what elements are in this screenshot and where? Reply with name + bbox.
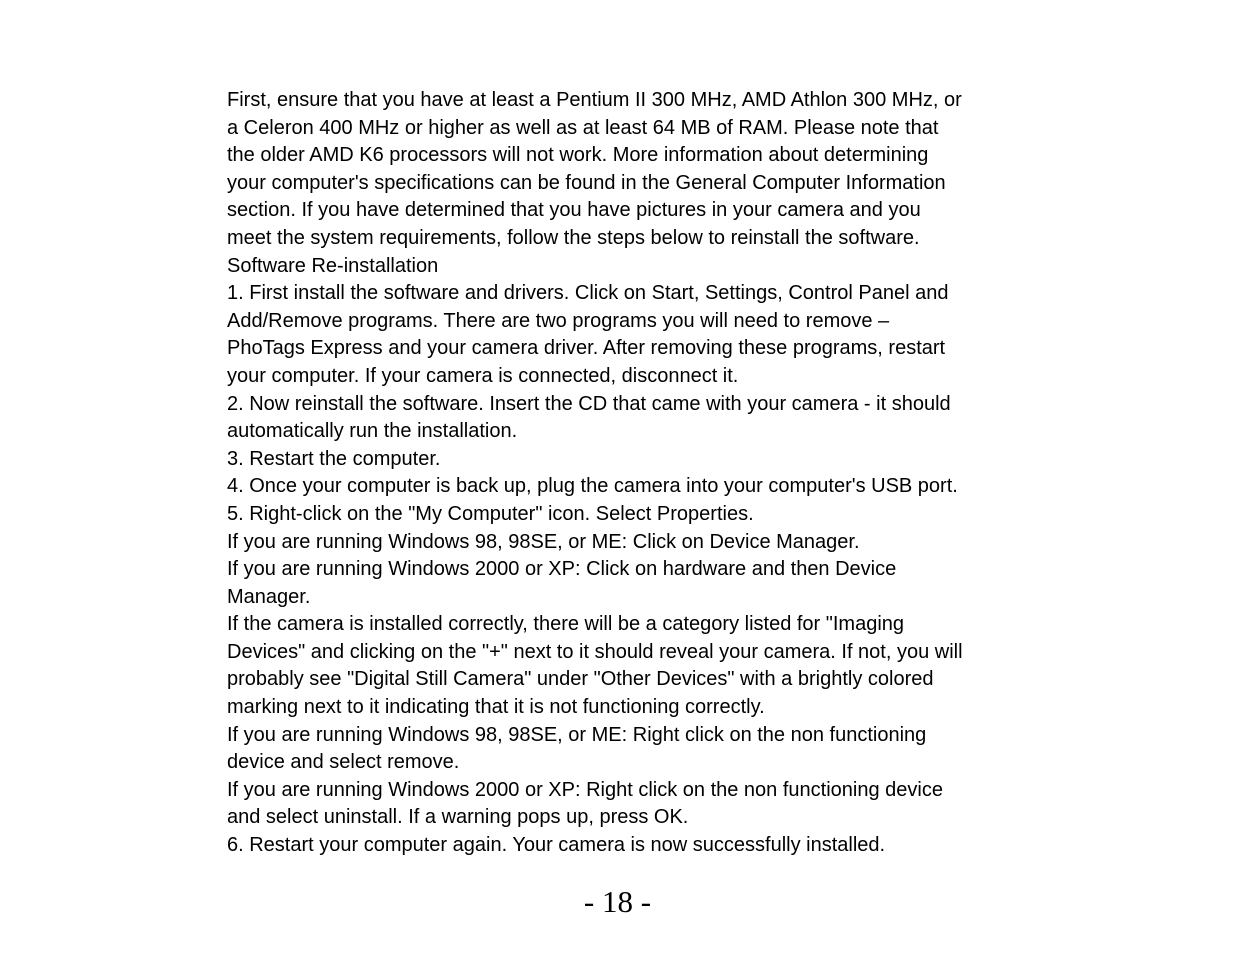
text-line: the older AMD K6 processors will not work. More information about determining — [227, 144, 929, 167]
text-line: 6. Restart your computer again. Your camera is now successfully installed. — [227, 834, 886, 857]
text-line: If you are running Windows 98, 98SE, or ME: Click on Device Manager. — [227, 530, 860, 553]
section-heading: Software Re-installation — [227, 254, 439, 277]
text-line: If you are running Windows 98, 98SE, or ME: Right click on the non functioning — [227, 723, 927, 746]
text-line: your computer's specifications can be found in the General Computer Information — [227, 171, 946, 194]
text-line: automatically run the installation. — [227, 420, 518, 443]
text-line: First, ensure that you have at least a Pentium II 300 MHz, AMD Athlon 300 MHz, or — [227, 89, 962, 111]
text-line: 3. Restart the computer. — [227, 447, 441, 470]
page-number: - 18 - — [583, 884, 652, 919]
text-line: a Celeron 400 MHz or higher as well as at least 64 MB of RAM. Please note that — [227, 116, 939, 139]
text-line: Add/Remove programs. There are two programs you will need to remove – — [227, 309, 890, 332]
text-line: If you are running Windows 2000 or XP: Right click on the non functioning device — [227, 778, 943, 801]
text-line: 5. Right-click on the "My Computer" icon. Select Properties. — [227, 502, 754, 525]
text-line: PhoTags Express and your camera driver. After removing these programs, restart — [227, 337, 946, 360]
body-text — [227, 87, 1027, 860]
text-line: 4. Once your computer is back up, plug the camera into your computer's USB port. — [227, 475, 958, 498]
text-line: section. If you have determined that you have pictures in your camera and you — [227, 199, 921, 222]
text-line: 1. First install the software and drivers. Click on Start, Settings, Control Panel and — [227, 282, 949, 305]
text-line: 2. Now reinstall the software. Insert the CD that came with your camera - it should — [227, 392, 951, 415]
text-line: your computer. If your camera is connected, disconnect it. — [227, 364, 739, 387]
text-line: If the camera is installed correctly, there will be a category listed for "Imaging — [227, 613, 905, 636]
text-line: Devices" and clicking on the "+" next to it should reveal your camera. If not, you will — [227, 640, 963, 663]
text-line: probably see "Digital Still Camera" under "Other Devices" with a brightly colored — [227, 668, 934, 691]
text-line: meet the system requirements, follow the steps below to reinstall the software. — [227, 226, 920, 249]
text-line: If you are running Windows 2000 or XP: Click on hardware and then Device — [227, 558, 897, 581]
text-line: marking next to it indicating that it is not functioning correctly. — [227, 696, 765, 719]
text-line: Manager. — [227, 585, 311, 608]
text-line: device and select remove. — [227, 751, 460, 774]
text-line: and select uninstall. If a warning pops up, press OK. — [227, 806, 689, 829]
